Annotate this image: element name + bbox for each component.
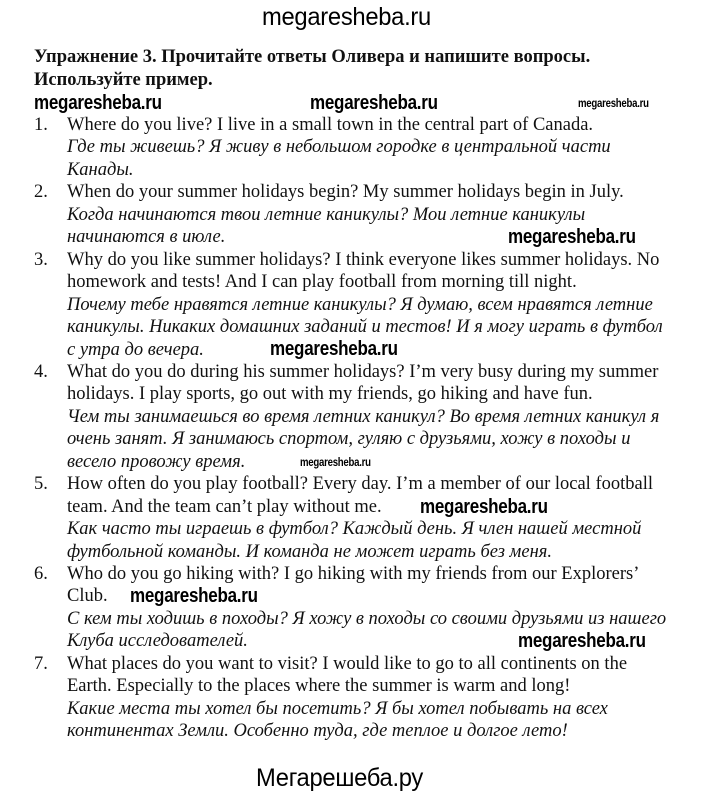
watermark: megaresheba.ru bbox=[420, 496, 548, 518]
answer-english-line: Why do you like summer holidays? I think everyone likes summer holidays. No bbox=[67, 249, 660, 270]
watermark: megaresheba.ru bbox=[270, 338, 398, 360]
watermark: megaresheba.ru bbox=[300, 455, 371, 469]
answer-russian-line: С кем ты ходишь в походы? Я хожу в походы со своими друзьями из нашего bbox=[67, 608, 667, 629]
item-number: 5. bbox=[34, 474, 48, 495]
answer-english-line: What do you do during his summer holidays? I’m very busy during my summer bbox=[67, 361, 659, 382]
answer-english-line: What places do you want to visit? I would like to go to all continents on the bbox=[67, 653, 628, 674]
item-number: 3. bbox=[34, 249, 48, 270]
watermark: megaresheba.ru bbox=[130, 585, 258, 607]
answer-russian-line: Где ты живешь? Я живу в небольшом городке в центральной части bbox=[67, 137, 611, 158]
answer-russian-line: каникулы. Никаких домашних заданий и тестов! И я могу играть в футбол bbox=[67, 317, 663, 338]
answer-english-line: homework and tests! And I can play football from morning till night. bbox=[67, 272, 577, 293]
item-number: 2. bbox=[34, 182, 48, 203]
item-number: 1. bbox=[34, 115, 48, 135]
answer-russian-line: Почему тебе нравятся летние каникулы? Я думаю, всем нравятся летние bbox=[67, 294, 653, 315]
item-number: 7. bbox=[34, 653, 48, 674]
answer-russian-line: Канады. bbox=[67, 159, 134, 180]
answer-russian-line: с утра до вечера. bbox=[67, 339, 204, 360]
answer-russian-line: Как часто ты играешь в футбол? Каждый день. Я член нашей местной bbox=[67, 519, 642, 540]
item-number: 6. bbox=[34, 564, 48, 584]
answer-russian-line: Клуба исследователей. bbox=[67, 631, 248, 652]
answer-english-line: How often do you play football? Every day. I’m a member of our local football bbox=[67, 474, 653, 495]
answer-english-line: holidays. I play sports, go out with my friends, go hiking and have fun. bbox=[67, 384, 593, 405]
watermark: megaresheba.ru bbox=[310, 92, 438, 114]
answer-russian-line: очень занят. Я занимаюсь спортом, гуляю с друзьями, хожу в походы и bbox=[67, 429, 631, 450]
answer-english-line: Where do you live? I live in a small town in the central part of Canada. bbox=[67, 115, 594, 135]
answer-russian-line: весело провожу время. bbox=[67, 451, 246, 472]
answer-english-line: Club. bbox=[67, 586, 108, 607]
footer-watermark: Мегарешеба.ру bbox=[256, 764, 424, 792]
exercise-title: Упражнение 3. Прочитайте ответы Оливера и напишите вопросы. bbox=[34, 47, 591, 67]
exercise-title-line2: Используйте пример. bbox=[34, 70, 213, 90]
item-number: 4. bbox=[34, 361, 48, 382]
answer-russian-line: начинаются в июле. bbox=[67, 227, 226, 248]
watermark: megaresheba.ru bbox=[34, 92, 162, 114]
answer-russian-line: континентах Земли. Особенно туда, где теплое и долгое лето! bbox=[67, 721, 568, 742]
answer-russian-line: Чем ты занимаешься во время летних каникул? Во время летних каникул я bbox=[67, 406, 660, 427]
answer-english-line: Earth. Especially to the places where the summer is warm and long! bbox=[67, 676, 571, 697]
answer-english-line: Who do you go hiking with? I go hiking with my friends from our Explorers’ bbox=[67, 564, 640, 584]
answer-english-line: team. And the team can’t play without me. bbox=[67, 496, 382, 517]
answer-russian-line: Какие места ты хотел бы посетить? Я бы хотел побывать на всех bbox=[67, 698, 608, 719]
answer-english-line: When do your summer holidays begin? My summer holidays begin in July. bbox=[67, 182, 624, 203]
watermark: megaresheba.ru bbox=[578, 96, 649, 110]
answer-russian-line: Когда начинаются твои летние каникулы? Мои летние каникулы bbox=[67, 204, 586, 225]
watermark: megaresheba.ru bbox=[508, 226, 636, 248]
answer-russian-line: футбольной команды. И команда не может играть без меня. bbox=[67, 541, 552, 562]
header-watermark: megaresheba.ru bbox=[262, 3, 431, 31]
watermark: megaresheba.ru bbox=[518, 630, 646, 652]
